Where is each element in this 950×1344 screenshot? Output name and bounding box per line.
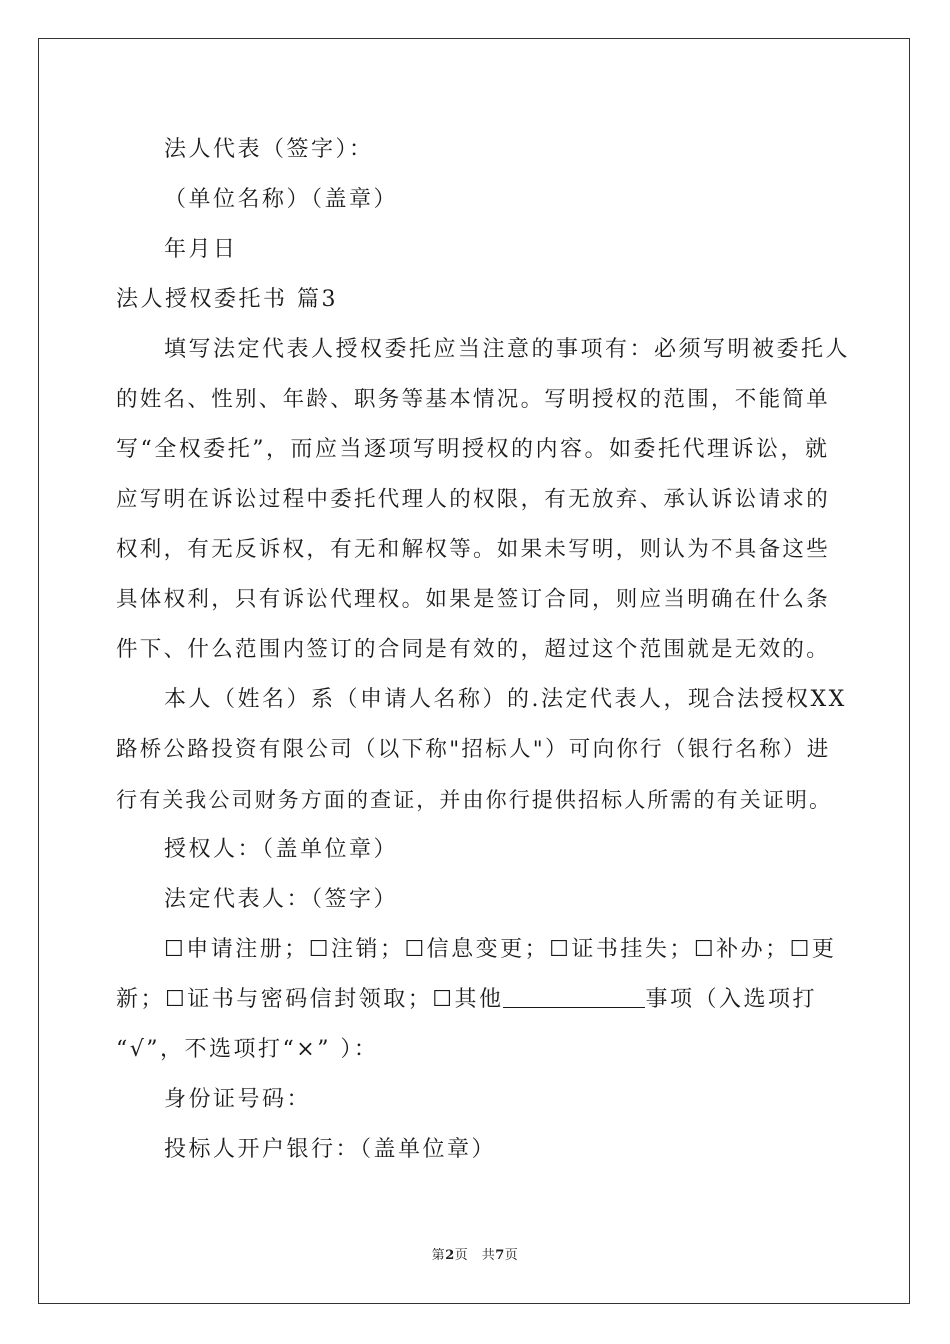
checkbox-options-text: 新；☐证书与密码信封领取；☐其他 bbox=[116, 987, 504, 1012]
page-mid: 页 共 bbox=[454, 1248, 496, 1263]
paragraph-line: 本人（姓名）系（申请人名称）的.法定代表人，现合法授权XX bbox=[164, 687, 847, 712]
page-total: 7 bbox=[495, 1248, 505, 1263]
page-suffix: 页 bbox=[504, 1248, 519, 1263]
date-line: 年月日 bbox=[164, 237, 238, 262]
id-number-line: 身份证号码： bbox=[164, 1087, 312, 1112]
paragraph-line: 填写法定代表人授权委托应当注意的事项有：必须写明被委托人 bbox=[164, 337, 851, 362]
legal-representative-line: 法定代表人：（签字） bbox=[164, 887, 399, 912]
section-heading: 法人授权委托书 篇3 bbox=[116, 287, 338, 312]
paragraph-line: 件下、什么范围内签订的合同是有效的，超过这个范围就是无效的。 bbox=[116, 637, 831, 662]
page-footer bbox=[0, 1247, 950, 1265]
paragraph-line: 写“全权委托”，而应当逐项写明授权的内容。如委托代理诉讼，就 bbox=[116, 437, 830, 462]
legal-rep-signature-line: 法人代表（签字）： bbox=[164, 137, 374, 162]
unit-name-seal-line: （单位名称）（盖章） bbox=[164, 187, 399, 212]
paragraph-line: 路桥公路投资有限公司（以下称"招标人"）可向你行（银行名称）进 bbox=[116, 737, 831, 762]
paragraph-line: 的姓名、性别、年龄、职务等基本情况。写明授权的范围，不能简单 bbox=[116, 387, 831, 412]
paragraph-line: 具体权利，只有诉讼代理权。如果是签订合同，则应当明确在什么条 bbox=[116, 587, 831, 612]
paragraph-line: 权利，有无反诉权，有无和解权等。如果未写明，则认为不具备这些 bbox=[116, 537, 831, 562]
checkbox-instruction-text: 事项（入选项打 bbox=[645, 987, 817, 1012]
fill-in-blank bbox=[503, 985, 645, 1008]
page-prefix: 第 bbox=[431, 1248, 446, 1263]
checkbox-options-line: ☐申请注册；☐注销；☐信息变更；☐证书挂失；☐补办；☐更 bbox=[164, 937, 837, 962]
paragraph-line: 行有关我公司财务方面的查证，并由你行提供招标人所需的有关证明。 bbox=[116, 788, 833, 812]
page-current: 2 bbox=[445, 1248, 455, 1263]
authorizer-line: 授权人：（盖单位章） bbox=[164, 837, 399, 862]
bidder-bank-line: 投标人开户银行：（盖单位章） bbox=[164, 1137, 497, 1162]
paragraph-line: 应写明在诉讼过程中委托代理人的权限，有无放弃、承认诉讼请求的 bbox=[116, 487, 831, 512]
checkbox-options-line-2 bbox=[116, 985, 817, 1015]
checkbox-instruction-line: “√”，不选项打“×” ）： bbox=[116, 1037, 379, 1062]
